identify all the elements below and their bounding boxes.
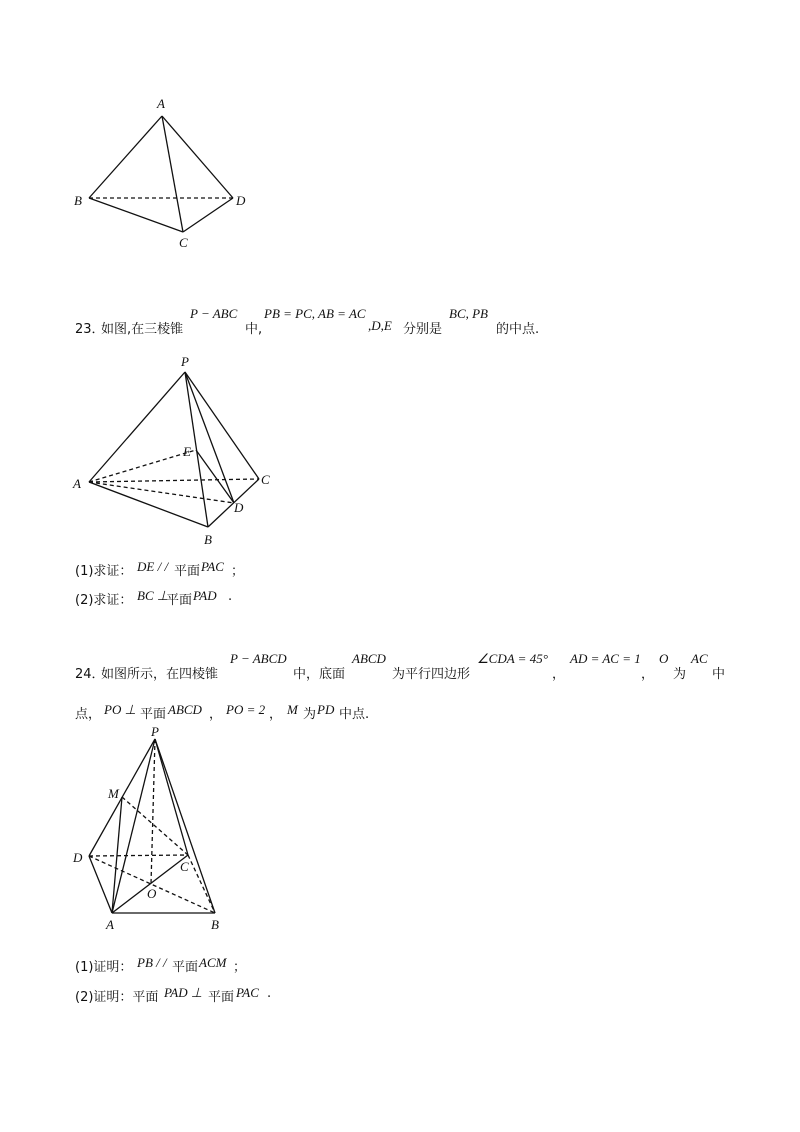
- part-text: 平面: [172, 960, 199, 975]
- math-expression: PAD ⊥: [164, 985, 203, 1000]
- math-expression: ACM: [199, 955, 227, 970]
- vertex-label-d: D: [236, 193, 246, 208]
- vertex-label-a: A: [73, 476, 81, 491]
- math-expression: PAC: [201, 559, 224, 574]
- segment-ac: [112, 855, 188, 913]
- edge-pa: [89, 372, 185, 482]
- math-expression: PD: [317, 702, 335, 717]
- segment-ma: [112, 797, 122, 913]
- edge-bc: [89, 198, 183, 232]
- point-label-m: M: [108, 786, 119, 801]
- vertex-label-b: B: [204, 532, 212, 547]
- part-prefix: (2)证明：平面: [75, 990, 159, 1005]
- edge-ab: [89, 116, 162, 198]
- math-expression: AD = AC = 1: [570, 651, 641, 666]
- vertex-label-a: A: [106, 917, 114, 932]
- vertex-label-p: P: [151, 725, 159, 739]
- edge-cd: [183, 198, 233, 232]
- part-prefix: (1)求证：: [75, 564, 133, 579]
- math-expression: PB = PC, AB = AC: [264, 306, 366, 321]
- part-text: 平面: [208, 990, 235, 1005]
- vertex-label-d: D: [73, 850, 83, 865]
- math-expression: BC ⊥: [137, 588, 169, 603]
- math-expression: ABCD: [168, 702, 202, 717]
- question-text: 如图,在三棱锥: [101, 322, 184, 337]
- punctuation: ，: [269, 707, 283, 722]
- question-text: 平面: [140, 707, 167, 722]
- point-label-e: E: [183, 444, 191, 459]
- part-text: .: [267, 986, 272, 1001]
- tetrahedron-figure-1: [60, 95, 280, 260]
- edge-pc: [185, 372, 259, 479]
- math-expression: M: [287, 702, 298, 717]
- math-expression: PAD: [193, 588, 217, 603]
- question-text: 的中点.: [496, 322, 540, 337]
- math-expression: P − ABCD: [230, 651, 287, 666]
- point-label-o: O: [147, 886, 157, 901]
- question-text: 中: [712, 667, 726, 682]
- question-text: 为: [673, 667, 687, 682]
- part-text: 平面: [174, 564, 201, 579]
- question-text: 如图所示，在四棱锥: [101, 667, 219, 682]
- vertex-label-b: B: [74, 193, 82, 208]
- vertex-label-b: B: [211, 917, 219, 932]
- math-expression: PO ⊥: [104, 702, 136, 717]
- math-expression: P − ABC: [190, 306, 238, 321]
- math-expression: PB / /: [137, 955, 167, 970]
- math-expression: ,D,E: [368, 318, 392, 333]
- edge-cb-hidden: [188, 855, 215, 913]
- part-text: 平面: [166, 593, 193, 608]
- vertex-label-c: C: [179, 235, 188, 250]
- segment-ae-hidden: [89, 450, 196, 482]
- question-text: 中点.: [339, 707, 370, 722]
- question-number: 24．: [75, 667, 105, 682]
- question-text: 中,: [245, 322, 263, 337]
- point-label-d: D: [234, 500, 244, 515]
- punctuation: ，: [209, 707, 223, 722]
- edge-ad: [162, 116, 233, 198]
- pyramid-figure-23: [65, 350, 285, 550]
- vertex-label-p: P: [181, 354, 189, 369]
- math-expression: DE / /: [137, 559, 169, 574]
- vertex-label-c: C: [261, 472, 270, 487]
- edge-pc: [155, 739, 188, 855]
- edge-ac: [162, 116, 183, 232]
- question-text: 为: [303, 707, 317, 722]
- part-prefix: (1)证明：: [75, 960, 133, 975]
- question-number: 23．: [75, 322, 105, 337]
- math-expression: BC, PB: [449, 306, 488, 321]
- part-prefix: (2)求证：: [75, 593, 133, 608]
- segment-de: [196, 450, 234, 503]
- punctuation: ，: [552, 667, 566, 682]
- math-expression: AC: [691, 651, 708, 666]
- vertex-label-c: C: [180, 859, 189, 874]
- edge-ab: [89, 482, 208, 527]
- segment-po-hidden: [151, 739, 155, 884]
- pyramid-figure-24: [65, 725, 265, 935]
- part-text: ；: [231, 564, 245, 579]
- math-expression: ABCD: [352, 651, 386, 666]
- part-text: .: [228, 589, 233, 604]
- punctuation: ，: [641, 667, 655, 682]
- segment-ad-hidden: [89, 482, 234, 503]
- part-text: ；: [233, 960, 247, 975]
- math-expression: PO = 2: [226, 702, 266, 717]
- question-text: 中，底面: [293, 667, 346, 682]
- math-expression: O: [659, 651, 669, 666]
- question-text: 点，: [75, 707, 102, 722]
- edge-pb: [155, 739, 215, 913]
- edge-pd: [185, 372, 234, 503]
- edge-dc-hidden: [89, 855, 188, 856]
- math-expression: PAC: [236, 985, 259, 1000]
- edge-ac-hidden: [89, 479, 259, 482]
- question-text: 分别是: [403, 322, 443, 337]
- vertex-label-a: A: [157, 96, 165, 111]
- question-text: 为平行四边形: [392, 667, 471, 682]
- math-expression: ∠CDA = 45°: [477, 651, 548, 666]
